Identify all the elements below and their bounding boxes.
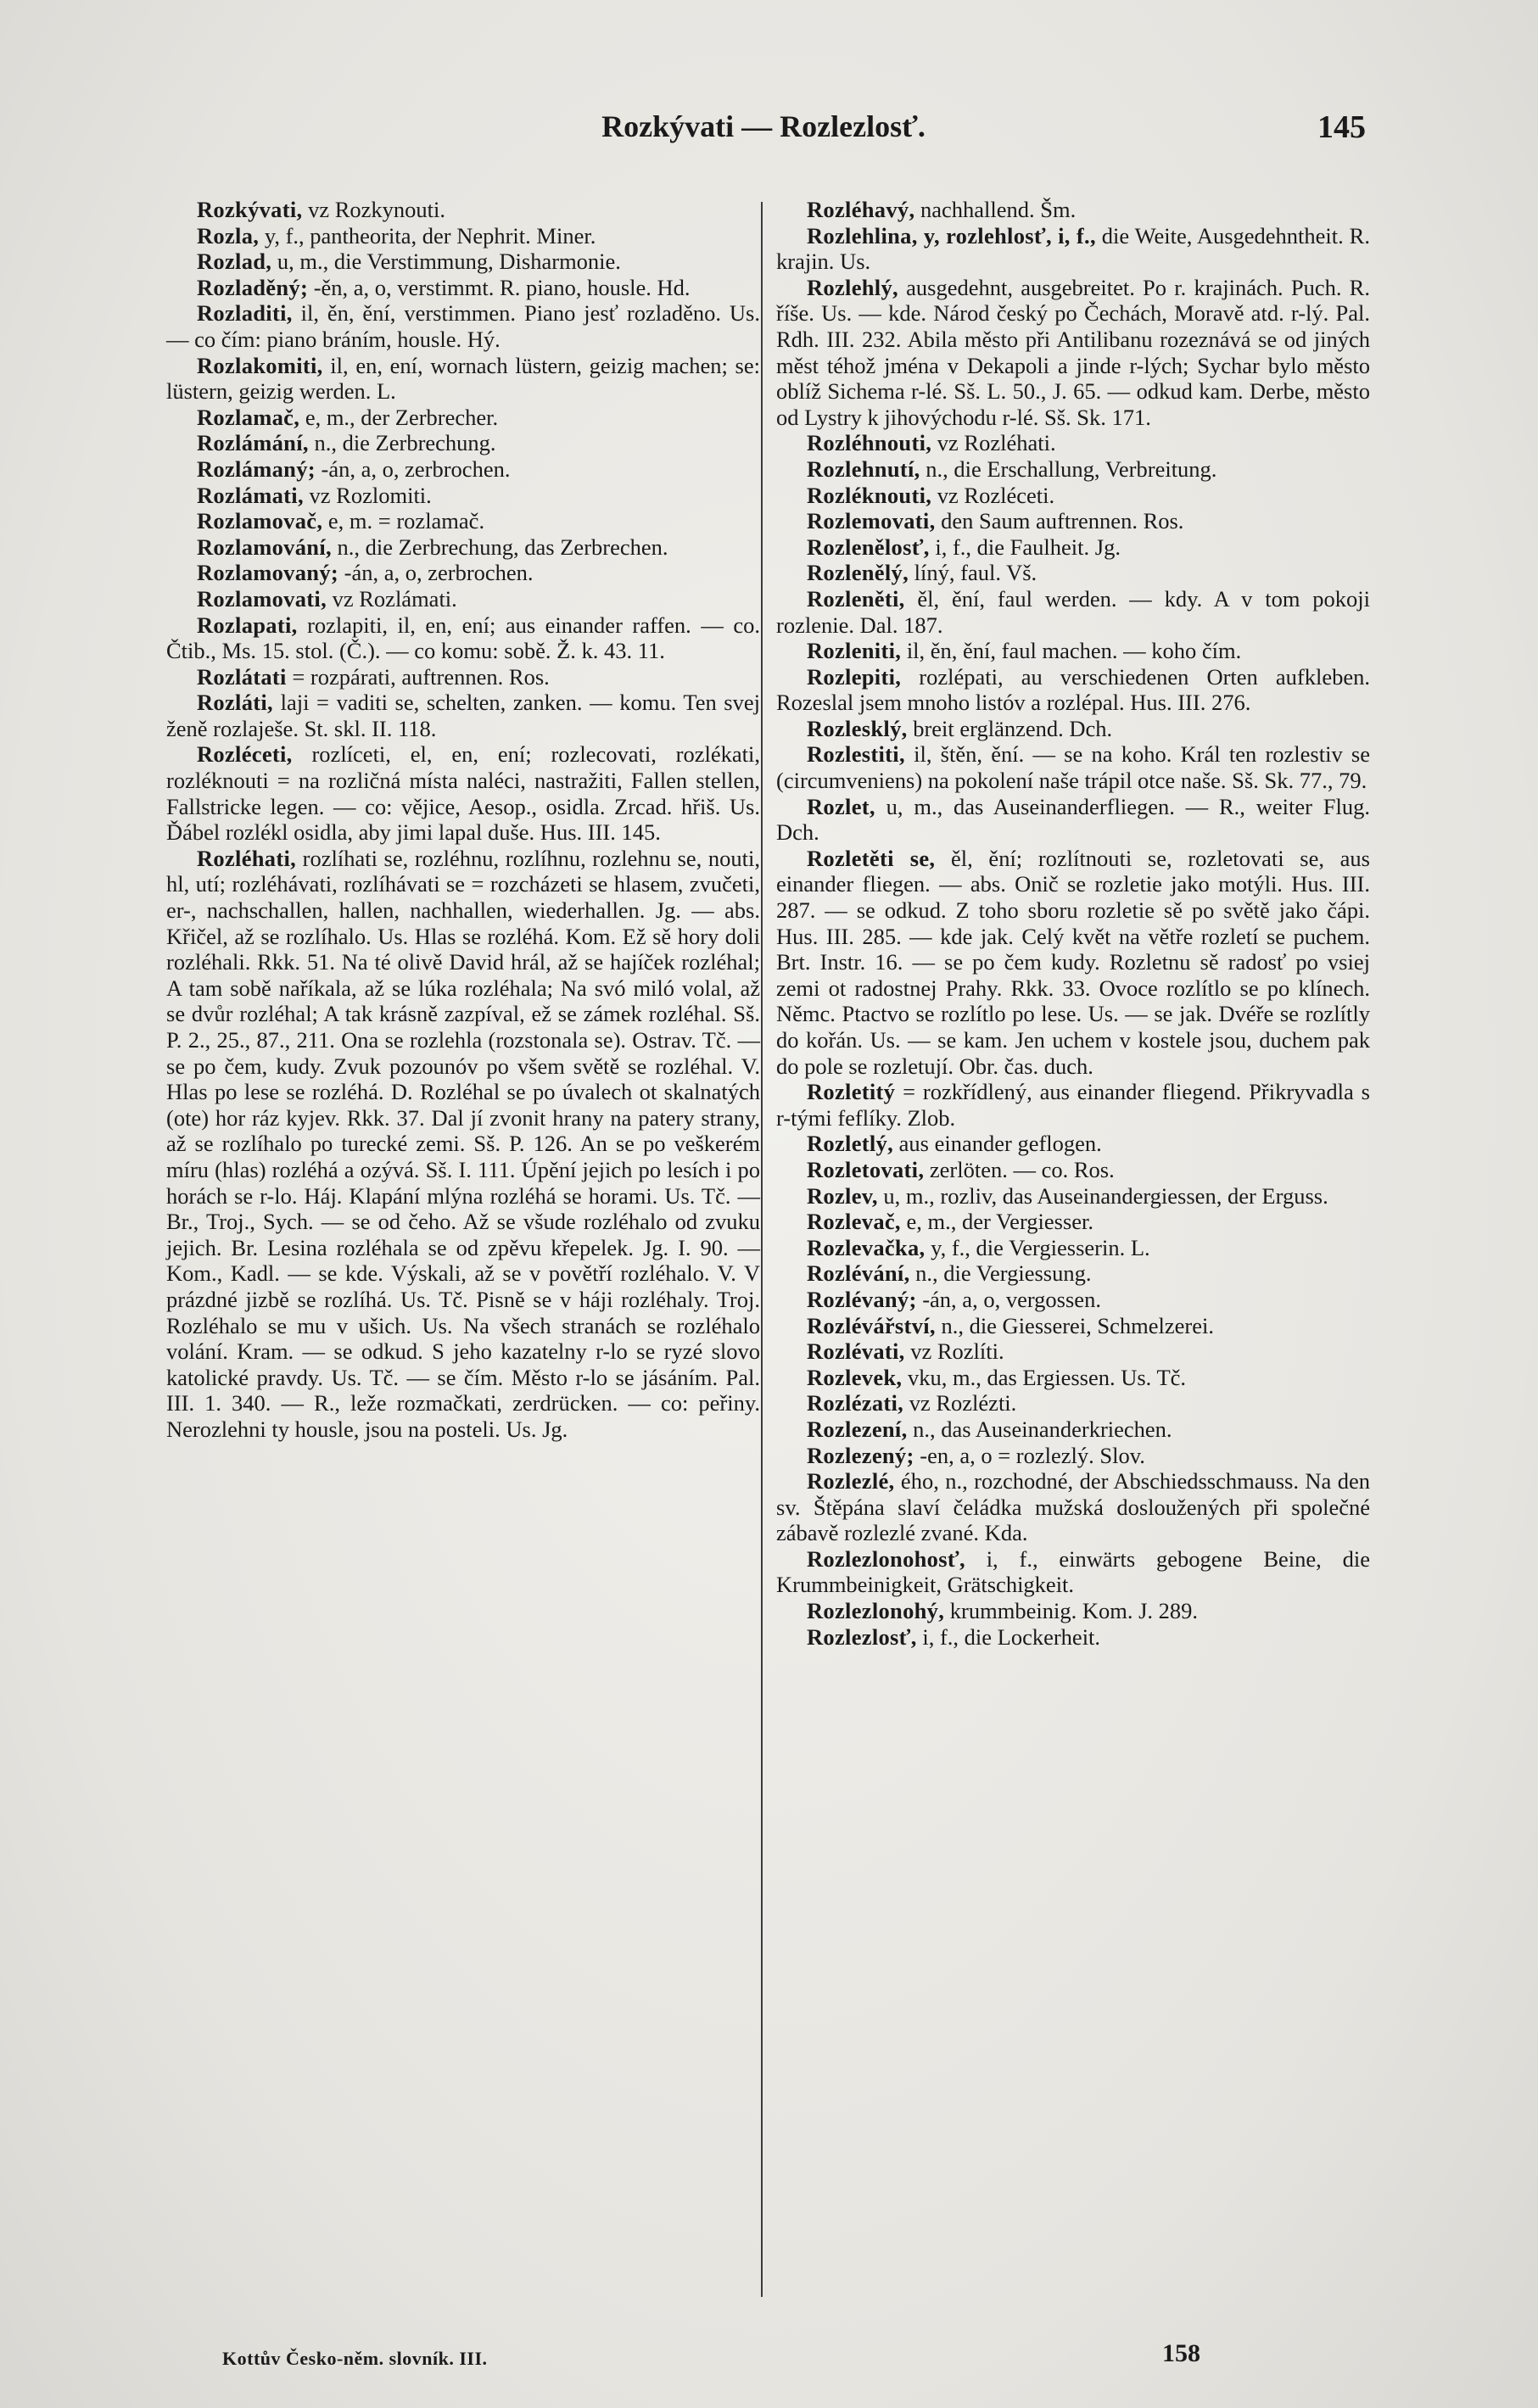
entry-headword: Rozladěný;: [197, 274, 309, 300]
entry-headword: Rozlad,: [197, 249, 272, 275]
entry-headword: Rozlevač,: [807, 1209, 901, 1235]
dictionary-entry: [166, 741, 760, 845]
entry-definition: -ěn, a, o, verstimmt. R. piano, housle. Hd.: [308, 274, 691, 300]
entry-definition: vz Rozlíti.: [904, 1338, 1004, 1365]
entry-headword: Rozlenělý,: [807, 560, 909, 586]
entry-definition: il, štěn, ění. — se na koho. Král ten rozlestiv se (circumveniens) na pokolení naše trápil otce naše. Sš. Sk. 77., 79.: [776, 741, 1370, 794]
entry-definition: i, f., die Lockerheit.: [916, 1623, 1101, 1650]
right-column: [776, 197, 1370, 1650]
dictionary-entry: [776, 1390, 1370, 1416]
entry-definition: die Weite, Ausgedehntheit. R. krajin. Us.: [776, 222, 1370, 275]
entry-headword: Rozleněti,: [807, 585, 905, 612]
dictionary-entry: [776, 1235, 1370, 1261]
page-header: [161, 109, 1366, 151]
dictionary-entry: [776, 197, 1370, 223]
entry-definition: ého, n., rozchodné, der Abschiedsschmauss. Na den sv. Štěpána slaví čeládka mužská dosloužených při společné zábavě rozlezlé zvané. Kda.: [776, 1468, 1370, 1546]
entry-definition: nachhallend. Šm.: [914, 197, 1077, 222]
entry-definition: n., die Zerbrechung.: [308, 430, 496, 456]
entry-headword: Rozkývati,: [197, 197, 303, 222]
entry-headword: Rozláti,: [197, 690, 273, 716]
entry-headword: Rozlámaný;: [197, 455, 316, 482]
entry-headword: Rozlévání,: [807, 1260, 910, 1287]
entry-headword: Rozletěti se,: [807, 845, 936, 871]
entry-headword: Rozlévaný;: [807, 1286, 917, 1312]
dictionary-entry: [776, 1546, 1370, 1598]
dictionary-entry: [166, 483, 760, 509]
dictionary-entry: [776, 456, 1370, 483]
entry-headword: Rozlet,: [807, 793, 875, 819]
entry-headword: Rozlátati: [197, 663, 287, 690]
entry-headword: Rozlehnutí,: [807, 455, 920, 482]
entry-headword: Rozlehlina, y, rozlehlosť, i, f.,: [807, 222, 1096, 249]
entry-definition: -án, a, o, zerbrochen.: [315, 455, 511, 482]
dictionary-entry: [776, 1260, 1370, 1287]
dictionary-entry: [776, 560, 1370, 586]
entry-definition: vz Rozkynouti.: [302, 197, 446, 222]
entry-definition: vz Rozléceti.: [931, 482, 1055, 508]
entry-headword: Rozlesklý,: [807, 715, 908, 741]
entry-headword: Rozlevek,: [807, 1364, 903, 1390]
entry-definition: rozlépati, au verschiedenen Orten aufkleben. Rozeslal jsem mnoho listóv a rozlépal. Hus. III. 276.: [776, 663, 1370, 716]
entry-definition: il, en, ení, wornach lüstern, geizig machen; se: lüstern, geizig werden. L.: [166, 352, 760, 405]
entry-headword: Rozléhati,: [197, 845, 297, 871]
dictionary-entry: [776, 1624, 1370, 1651]
entry-headword: Rozlezlonohosť,: [807, 1545, 965, 1572]
footer-signature: 158: [1162, 2339, 1200, 2367]
entry-definition: ausgedehnt, ausgebreitet. Po r. krajinách. Puch. R. říše. Us. — kde. Národ český po Čechách, Moravě atd. r-lý. Pal. Rdh. III. 232. Abila město při Antilibanu rozeznává se od jiných měst téhož jména v Dekapoli a jinde r-lých; Sychar bylo město oblíž Sichema r-lé. Sš. L. 50., J. 65. — odkud kam. Derbe, město od Lystry k jihovýchodu r-lé. Sš. Sk. 171.: [776, 274, 1370, 430]
entry-headword: Rozlezení,: [807, 1416, 908, 1442]
entry-headword: Rozlamovaný;: [197, 560, 338, 586]
dictionary-entry: [776, 794, 1370, 846]
dictionary-entry: [166, 197, 760, 223]
entry-definition: zerlöten. — co. Ros.: [924, 1156, 1115, 1182]
entry-headword: Rozléhnouti,: [807, 430, 932, 456]
page-number: 145: [1317, 109, 1366, 145]
dictionary-entry: [776, 483, 1370, 509]
dictionary-entry: [166, 586, 760, 612]
entry-definition: rozlíceti, el, en, ení; rozlecovati, rozlékati, rozléknouti = na rozličná místa naléci, nastražiti, Fallen stellen, Fallstricke legen. — co: vějice, Aesop., osidla. Zrcad. hřiš. Us. Ďábel rozlékl osidla, aby jimi lapal duše. Hus. III. 145.: [166, 741, 760, 846]
entry-headword: Rozlezený;: [807, 1442, 914, 1468]
dictionary-entry: [776, 1338, 1370, 1365]
dictionary-entry: [776, 275, 1370, 431]
entry-headword: Rozlévářství,: [807, 1312, 936, 1338]
entry-definition: i, f., einwärts gebogene Beine, die Krummbeinigkeit, Grätschigkeit.: [776, 1545, 1370, 1598]
entry-definition: u, m., das Auseinanderfliegen. — R., weiter Flug. Dch.: [776, 793, 1370, 846]
dictionary-entry: [776, 741, 1370, 793]
entry-definition: krummbeinig. Kom. J. 289.: [944, 1598, 1199, 1624]
dictionary-entry: [776, 586, 1370, 638]
dictionary-entry: [776, 664, 1370, 716]
entry-definition: ěl, ění, faul werden. — kdy. A v tom pokoji rozlenie. Dal. 187.: [776, 585, 1370, 638]
entry-headword: Rozlevačka,: [807, 1234, 926, 1260]
entry-definition: rozlíhati se, rozléhnu, rozlíhnu, rozlehnu se, nouti, hl, utí; rozléhávati, rozlíhávati se = rozcházeti se hlasem, zvučeti, er-, nachschallen, hallen, nachhallen, wiederhallen. Jg. — abs. Křičel, až se rozlíhalo. Us. Hlas se rozléhá. Kom. Ež sě hory doli rozléhali. Rkk. 51. Na té olivě David hrál, až se hajíček rozléhal; A tam sobě naříkala, až se lúka rozléhala; Na svó miló volal, až se dvůr rozléhal; A tak krásně zazpíval, ež se zámek rozléhal. Sš. P. 2., 25., 87., 211. Ona se rozlehla (rozstonala se). Ostrav. Tč. — se po čem, kudy. Zvuk pozounóv po všem světě se rozléhal. V. Hlas po lese se rozléhá. D. Rozléhal se po úvalech ot skalnatých (ote) hor ráz kyjev. Rkk. 37. Dal jí zvonit hrany na patery strany, až se rozlíhalo po turecké zemi. Sš. P. 126. An se po veškerém míru (hlas) rozléhá a ozývá. Sš. I. 111. Úpění jejich po lesích i po horách se r-lo. Háj. Klapání mlýna rozléhá se horami. Us. Tč. — Br., Troj., Sych. — se od čeho. Až se všude rozléhalo od zvuku jejich. Br. Lesina rozléhala se od zpěvu křepelek. Jg. I. 90. — Kom., Kadl. — se kde. Výskali, až se v povětří rozléhalo. V. V prázdné jizbě se rozlíhá. Us. Tč. Pisně se v háji rozléhaly. Troj. Rozléhalo se mu v ušich. Us. Na všech stranách se rozléhalo volání. Kram. — se odkud. S jeho kazatelny r-lo se ryzé slovo katolické pravdy. Us. Tč. — se čím. Město r-lo se jásáním. Pal. III. 1. 340. — R., leže rozmačkati, zerdrücken. — co: peřiny. Nerozlehni ty housle, jsou na posteli. Us. Jg.: [166, 845, 760, 1442]
entry-definition: n., das Auseinanderkriechen.: [907, 1416, 1172, 1442]
entry-headword: Rozlestiti,: [807, 741, 905, 768]
dictionary-entry: [776, 430, 1370, 456]
entry-headword: Rozléknouti,: [807, 482, 932, 508]
entry-headword: Rozlévati,: [807, 1338, 905, 1365]
entry-definition: n., die Vergiessung.: [909, 1260, 1092, 1287]
entry-headword: Rozlepiti,: [807, 663, 902, 690]
dictionary-entry: [776, 1313, 1370, 1339]
column-divider: [761, 202, 763, 2297]
dictionary-entry: [776, 1287, 1370, 1313]
footer-imprint: Kottův Česko-něm. slovník. III.: [222, 2348, 488, 2369]
entry-headword: Rozlapati,: [197, 612, 298, 638]
dictionary-entry: [776, 1209, 1370, 1235]
dictionary-entry: [166, 275, 760, 301]
dictionary-entry: [776, 1365, 1370, 1391]
dictionary-entry: [776, 508, 1370, 534]
entry-headword: Rozléceti,: [197, 741, 293, 768]
entry-headword: Rozlézati,: [807, 1390, 904, 1416]
dictionary-entry: [776, 638, 1370, 664]
entry-headword: Rozlamovač,: [197, 508, 323, 534]
dictionary-entry: [166, 560, 760, 586]
entry-headword: Rozletovati,: [807, 1156, 925, 1182]
entry-definition: vz Rozlézti.: [903, 1390, 1017, 1416]
entry-headword: Rozlezlonohý,: [807, 1598, 945, 1624]
entry-headword: Rozla,: [197, 222, 260, 249]
dictionary-entry: [776, 716, 1370, 742]
running-title: Rozkývati — Rozlezlosť.: [601, 109, 926, 143]
dictionary-entry: [776, 1079, 1370, 1131]
dictionary-entry: [166, 846, 760, 1443]
dictionary-entry: [776, 1598, 1370, 1624]
entry-headword: Rozletitý: [807, 1079, 896, 1105]
entry-headword: Rozlamování,: [197, 534, 332, 560]
dictionary-entry: [776, 1183, 1370, 1210]
entry-definition: = rozkřídlený, aus einander fliegend. Přikryvadla s r-tými feflíky. Zlob.: [776, 1079, 1370, 1131]
entry-definition: y, f., pantheorita, der Nephrit. Miner.: [259, 222, 596, 249]
entry-definition: -en, a, o = rozlezlý. Slov.: [914, 1442, 1145, 1468]
dictionary-entry: [776, 1416, 1370, 1443]
entry-headword: Rozlemovati,: [807, 508, 936, 534]
entry-definition: -án, a, o, zerbrochen.: [338, 560, 534, 586]
entry-definition: il, ěn, ění, verstimmen. Piano jesť rozladěno. Us. — co čím: piano bráním, housle. Hý.: [166, 300, 760, 352]
dictionary-entry: [166, 664, 760, 690]
entry-definition: = rozpárati, auftrennen. Ros.: [286, 663, 550, 690]
dictionary-entry: [776, 1131, 1370, 1157]
entry-definition: rozlapiti, il, en, ení; aus einander raffen. — co. Čtib., Ms. 15. stol. (Č.). — co komu: sobě. Ž. k. 43. 11.: [166, 612, 760, 664]
entry-headword: Rozlenělosť,: [807, 534, 930, 560]
entry-definition: laji = vaditi se, schelten, zanken. — komu. Ten svej ženě rozlaješe. St. skl. II. 118.: [166, 690, 760, 741]
entry-definition: vz Rozléhati.: [931, 430, 1056, 456]
entry-definition: n., die Erschallung, Verbreitung.: [920, 455, 1217, 482]
entry-definition: vku, m., das Ergiessen. Us. Tč.: [902, 1364, 1187, 1390]
dictionary-entry: [776, 846, 1370, 1079]
dictionary-entry: [166, 612, 760, 664]
dictionary-entry: [166, 690, 760, 741]
entry-headword: Rozleniti,: [807, 638, 902, 664]
entry-definition: vz Rozlomiti.: [303, 482, 432, 508]
entry-definition: i, f., die Faulheit. Jg.: [929, 534, 1121, 560]
left-column: [166, 197, 760, 1443]
dictionary-entry: [166, 534, 760, 561]
entry-definition: den Saum auftrennen. Ros.: [935, 508, 1184, 534]
entry-definition: u, m., die Verstimmung, Disharmonie.: [271, 249, 621, 275]
dictionary-entry: [776, 1443, 1370, 1469]
dictionary-entry: [166, 249, 760, 275]
entry-headword: Rozlámání,: [197, 430, 309, 456]
entry-headword: Rozlamovati,: [197, 585, 327, 612]
entry-headword: Rozlámati,: [197, 482, 304, 508]
entry-definition: líný, faul. Vš.: [909, 560, 1037, 586]
entry-definition: e, m., der Vergiesser.: [900, 1209, 1094, 1235]
entry-definition: -án, a, o, vergossen.: [916, 1286, 1101, 1312]
dictionary-entry: [776, 223, 1370, 275]
entry-headword: Rozlehlý,: [807, 274, 898, 300]
entry-headword: Rozléhavý,: [807, 197, 915, 222]
entry-headword: Rozlamač,: [197, 404, 300, 430]
dictionary-entry: [166, 223, 760, 249]
entry-headword: Rozletlý,: [807, 1131, 894, 1157]
entry-headword: Rozlezlosť,: [807, 1623, 917, 1650]
entry-definition: e, m. = rozlamač.: [322, 508, 485, 534]
entry-headword: Rozlezlé,: [807, 1468, 895, 1495]
entry-definition: n., die Giesserei, Schmelzerei.: [935, 1312, 1214, 1338]
entry-definition: n., die Zerbrechung, das Zerbrechen.: [331, 534, 668, 560]
dictionary-entry: [776, 534, 1370, 561]
entry-headword: Rozladiti,: [197, 300, 293, 327]
entry-headword: Rozlakomiti,: [197, 352, 323, 378]
entry-definition: aus einander geflogen.: [893, 1131, 1102, 1157]
entry-definition: il, ěn, ění, faul machen. — koho čím.: [901, 638, 1242, 664]
entry-definition: breit erglänzend. Dch.: [907, 715, 1113, 741]
dictionary-entry: [166, 353, 760, 405]
entry-definition: u, m., rozliv, das Auseinandergiessen, der Erguss.: [877, 1182, 1328, 1209]
dictionary-entry: [166, 430, 760, 456]
entry-definition: y, f., die Vergiesserin. L.: [925, 1234, 1150, 1260]
entry-definition: ěl, ění; rozlítnouti se, rozletovati se, aus einander fliegen. — abs. Onič se rozletie jako motýli. Hus. III. 287. — se odkud. Z toho sboru rozletie sě po světě jako čápi. Hus. III. 285. — kde jak. Celý květ na větře rozletí se puchem. Brt. Instr. 16. — se po čem kudy. Rozletnu sě radosť po vsiej zemi ot radostnej Prahy. Rkk. 33. Ovoce rozlítlo se po klínech. Němc. Ptactvo se rozlítlo po lese. Us. — se jak. Dvéře se rozlítly do kořán. Us. — se kam. Jen uchem v kostele jsou, duchem pak do pole se rozletují. Obr. čas. duch.: [776, 845, 1370, 1079]
dictionary-entry: [166, 300, 760, 352]
dictionary-entry: [776, 1468, 1370, 1546]
entry-definition: vz Rozlámati.: [327, 585, 457, 612]
dictionary-entry: [776, 1157, 1370, 1183]
entry-headword: Rozlev,: [807, 1182, 878, 1209]
dictionary-entry: [166, 456, 760, 483]
dictionary-entry: [166, 508, 760, 534]
entry-definition: e, m., der Zerbrecher.: [299, 404, 499, 430]
dictionary-entry: [166, 405, 760, 431]
